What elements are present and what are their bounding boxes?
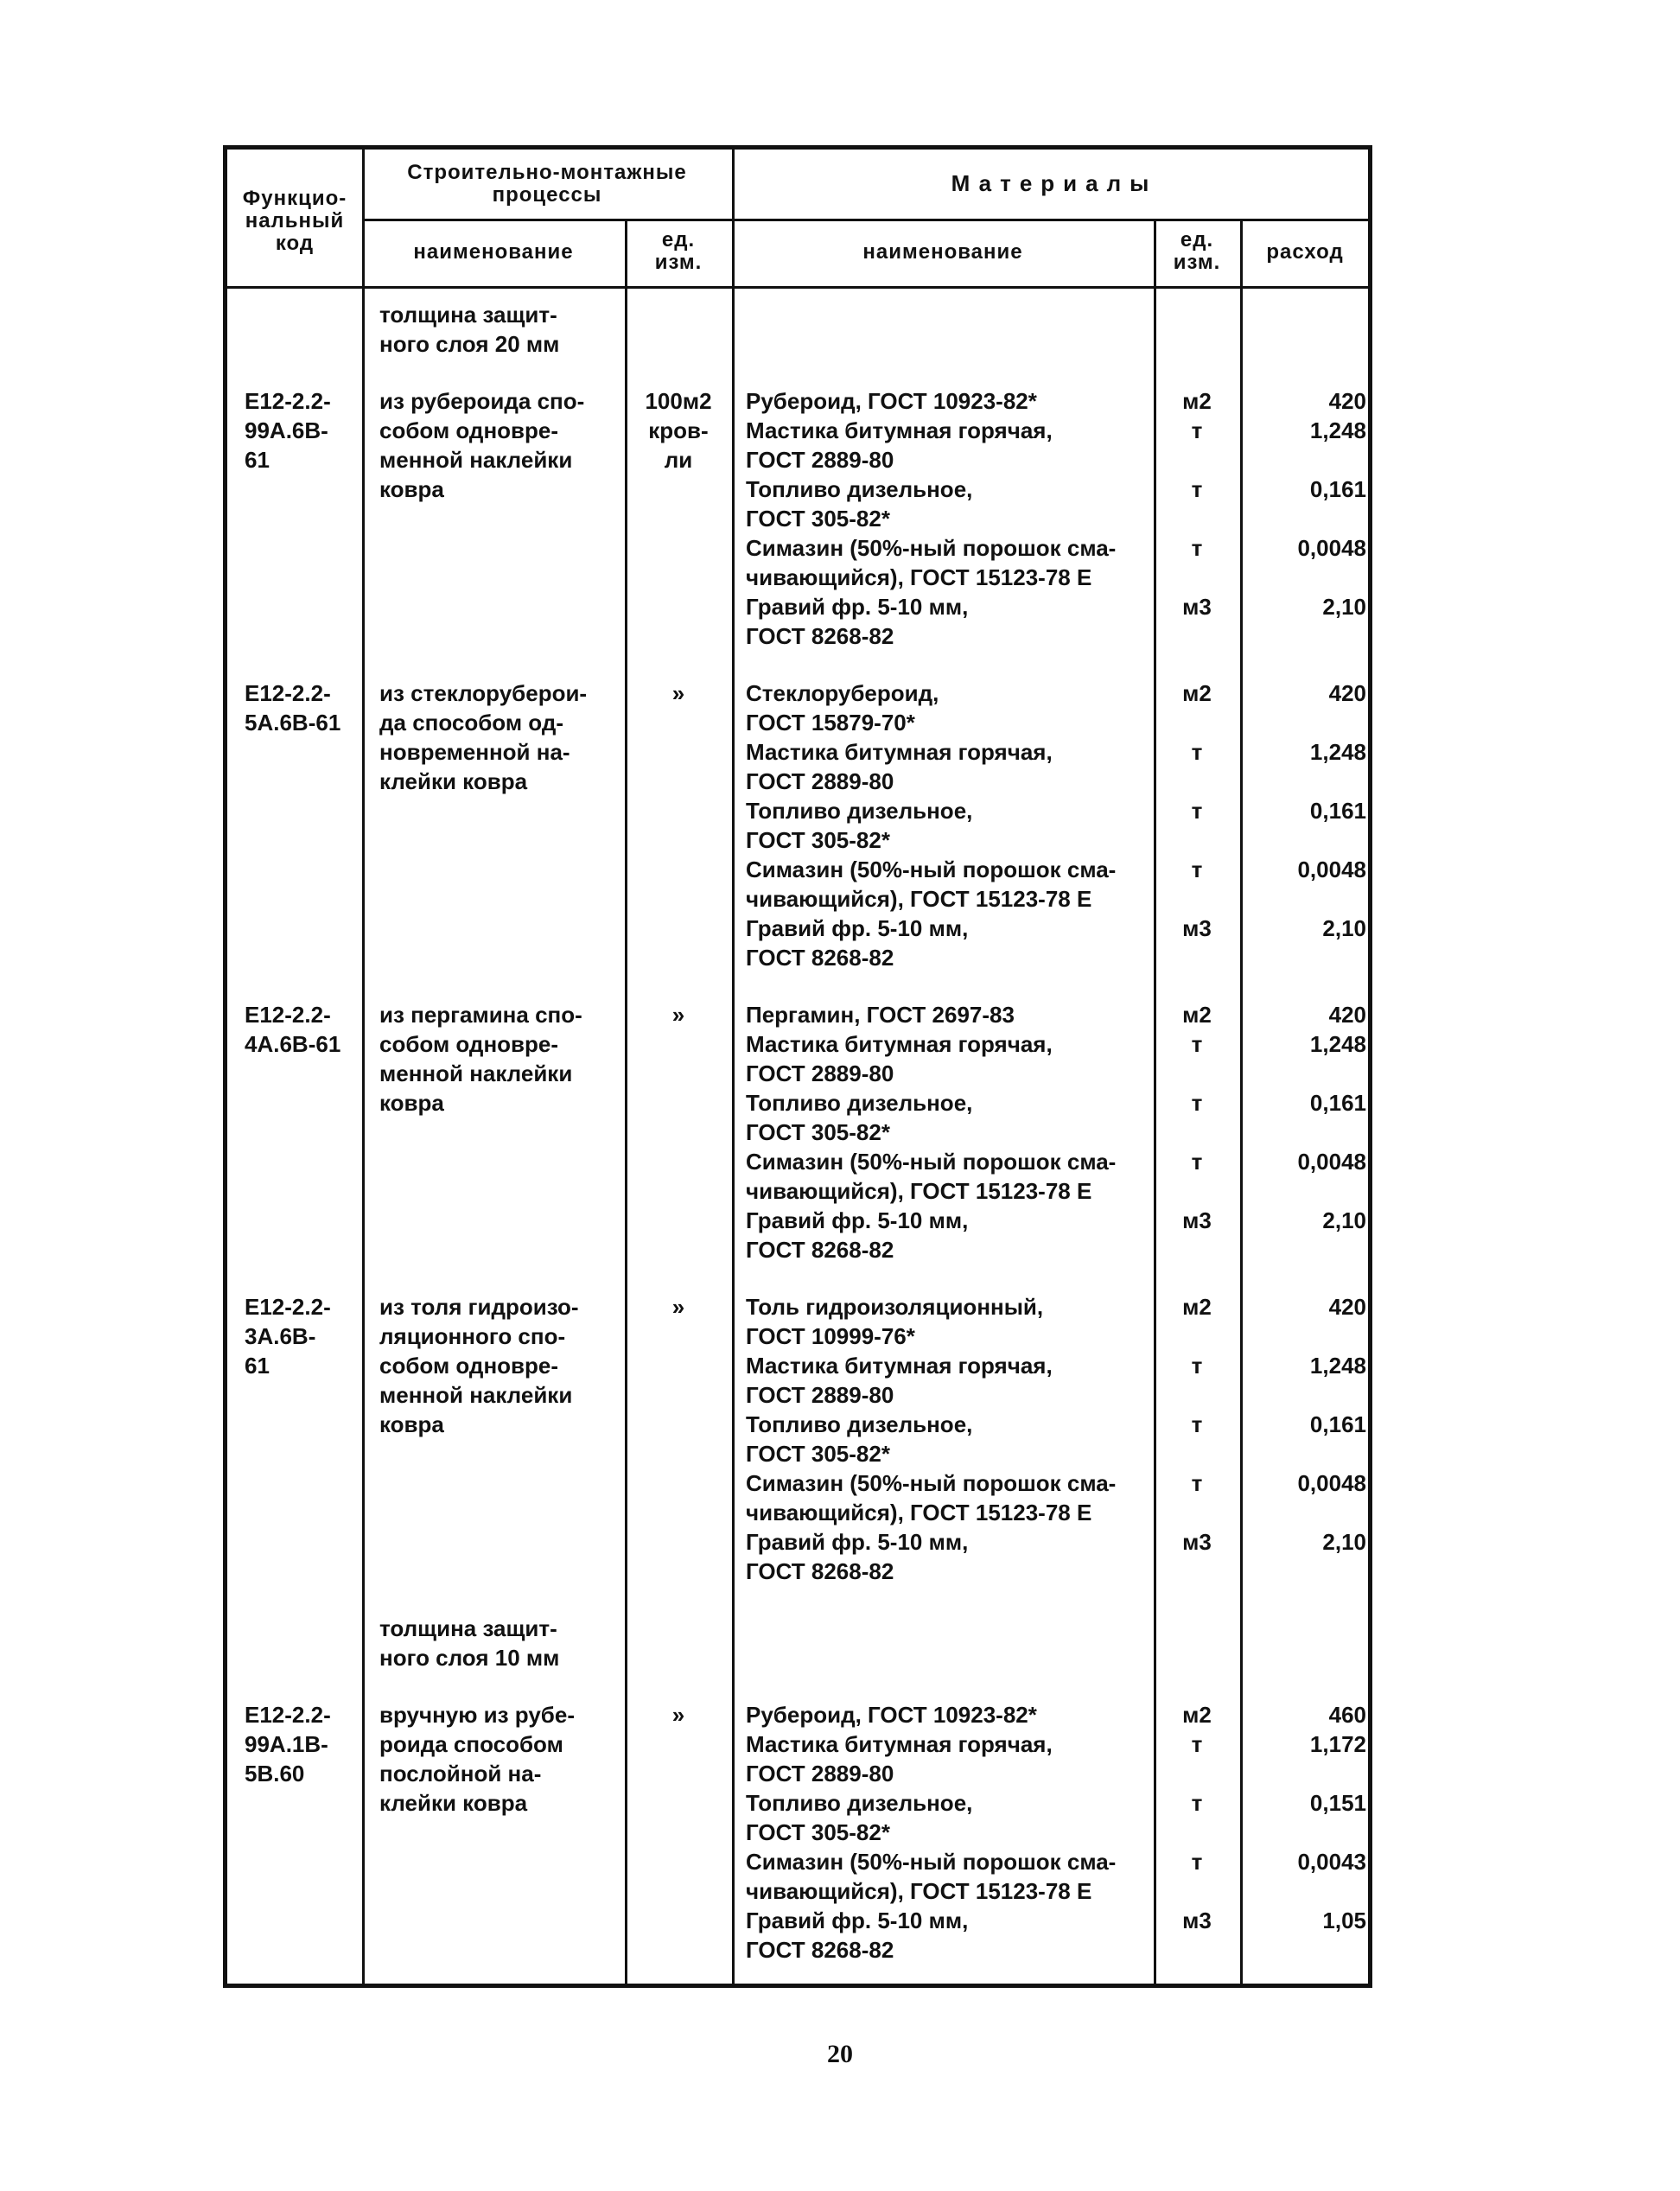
- header-consumption: расход: [1266, 240, 1344, 264]
- material-consumption: 0,151: [1309, 1790, 1366, 1816]
- material-consumption: 2,10: [1322, 915, 1366, 941]
- material-unit: м3: [1182, 1908, 1212, 1933]
- col-divider-code: [362, 150, 365, 1984]
- material-name: Симазин (50%-ный порошок сма- чивающийся), ГОСТ 15123-78 Е: [746, 1849, 1117, 1904]
- material-name: Мастика битумная горячая, ГОСТ 2889-80: [746, 1731, 1053, 1787]
- material-name: Рубероид, ГОСТ 10923-82*: [746, 1702, 1037, 1728]
- material-name: Гравий фр. 5-10 мм, ГОСТ 8268-82: [746, 915, 969, 971]
- header-processes: Строительно-монтажные процессы: [407, 161, 687, 207]
- material-name: Рубероид, ГОСТ 10923-82*: [746, 388, 1037, 414]
- row-process: из рубероида спо- собом одновре- менной наклейки ковра: [379, 388, 585, 502]
- material-consumption: 420: [1328, 1294, 1366, 1320]
- header-mat-unit: ед. изм.: [1173, 228, 1221, 274]
- row-process-unit: »: [671, 1702, 685, 1728]
- header-subdivider: [362, 219, 1368, 221]
- material-consumption: 1,248: [1309, 1031, 1366, 1057]
- header-materials: Материалы: [951, 170, 1158, 196]
- row-code: Е12-2.2- 5А.6В-61: [245, 680, 341, 736]
- header-proc-unit: ед. изм.: [654, 228, 703, 274]
- material-consumption: 0,161: [1309, 476, 1366, 502]
- row-code: Е12-2.2- 99А.1В- 5В.60: [245, 1702, 331, 1787]
- material-name: Топливо дизельное, ГОСТ 305-82*: [746, 1090, 973, 1145]
- material-consumption: 0,0043: [1297, 1849, 1366, 1875]
- row-process-unit: »: [671, 680, 685, 706]
- material-unit: м2: [1182, 388, 1212, 414]
- material-name: Стеклорубероид, ГОСТ 15879-70*: [746, 680, 939, 736]
- material-consumption: 0,0048: [1297, 857, 1366, 882]
- material-name: Мастика битумная горячая, ГОСТ 2889-80: [746, 1031, 1053, 1086]
- material-name: Гравий фр. 5-10 мм, ГОСТ 8268-82: [746, 1529, 969, 1584]
- material-unit: м2: [1182, 1002, 1212, 1028]
- material-unit: м3: [1182, 915, 1212, 941]
- row-code: Е12-2.2- 3А.6В- 61: [245, 1294, 331, 1379]
- material-consumption: 0,161: [1309, 1411, 1366, 1437]
- material-name: Симазин (50%-ный порошок сма- чивающийся), ГОСТ 15123-78 Е: [746, 535, 1117, 590]
- material-consumption: 2,10: [1322, 594, 1366, 620]
- material-consumption: 0,0048: [1297, 1149, 1366, 1175]
- material-unit: т: [1191, 798, 1203, 824]
- material-consumption: 420: [1328, 680, 1366, 706]
- material-name: Гравий фр. 5-10 мм, ГОСТ 8268-82: [746, 1207, 969, 1263]
- material-consumption: 1,248: [1309, 1353, 1366, 1379]
- section-title: толщина защит- ного слоя 10 мм: [379, 1615, 560, 1671]
- row-process-unit: 100м2 кров- ли: [645, 388, 712, 473]
- row-process: вручную из рубе- роида способом послойной на- клейки ковра: [379, 1702, 575, 1816]
- material-name: Гравий фр. 5-10 мм, ГОСТ 8268-82: [746, 1908, 969, 1963]
- material-unit: м2: [1182, 680, 1212, 706]
- material-consumption: 1,248: [1309, 739, 1366, 765]
- material-unit: т: [1191, 857, 1203, 882]
- material-consumption: 2,10: [1322, 1529, 1366, 1555]
- material-consumption: 1,172: [1309, 1731, 1366, 1757]
- material-consumption: 420: [1328, 388, 1366, 414]
- material-name: Топливо дизельное, ГОСТ 305-82*: [746, 476, 973, 532]
- material-consumption: 0,161: [1309, 1090, 1366, 1116]
- col-divider-proc-unit: [625, 219, 627, 1984]
- material-name: Симазин (50%-ный порошок сма- чивающийся), ГОСТ 15123-78 Е: [746, 1470, 1117, 1525]
- material-unit: м2: [1182, 1294, 1212, 1320]
- material-unit: т: [1191, 1353, 1203, 1379]
- header-proc-name: наименование: [413, 240, 574, 264]
- header-func-code: Функцио- нальный код: [242, 187, 347, 255]
- col-divider-materials: [732, 150, 735, 1984]
- material-consumption: 0,0048: [1297, 1470, 1366, 1496]
- material-name: Топливо дизельное, ГОСТ 305-82*: [746, 798, 973, 853]
- material-name: Мастика битумная горячая, ГОСТ 2889-80: [746, 739, 1053, 794]
- material-name: Гравий фр. 5-10 мм, ГОСТ 8268-82: [746, 594, 969, 649]
- material-name: Симазин (50%-ный порошок сма- чивающийся), ГОСТ 15123-78 Е: [746, 1149, 1117, 1204]
- row-process: из пергамина спо- собом одновре- менной наклейки ковра: [379, 1002, 582, 1116]
- row-process: из толя гидроизо- ляционного спо- собом одновре- менной наклейки ковра: [379, 1294, 579, 1437]
- material-unit: т: [1191, 1849, 1203, 1875]
- material-name: Топливо дизельное, ГОСТ 305-82*: [746, 1790, 973, 1845]
- material-consumption: 0,0048: [1297, 535, 1366, 561]
- page-number: 20: [827, 2040, 853, 2068]
- material-unit: т: [1191, 535, 1203, 561]
- material-name: Мастика битумная горячая, ГОСТ 2889-80: [746, 1353, 1053, 1408]
- material-unit: т: [1191, 1470, 1203, 1496]
- material-unit: м3: [1182, 1207, 1212, 1233]
- material-unit: т: [1191, 1731, 1203, 1757]
- material-unit: т: [1191, 1411, 1203, 1437]
- material-unit: т: [1191, 1031, 1203, 1057]
- material-name: Толь гидроизоляционный, ГОСТ 10999-76*: [746, 1294, 1044, 1349]
- material-unit: т: [1191, 1090, 1203, 1116]
- material-name: Симазин (50%-ный порошок сма- чивающийся), ГОСТ 15123-78 Е: [746, 857, 1117, 912]
- material-unit: т: [1191, 1790, 1203, 1816]
- material-unit: м2: [1182, 1702, 1212, 1728]
- header-mat-name: наименование: [862, 240, 1023, 264]
- row-process-unit: »: [671, 1002, 685, 1028]
- row-code: Е12-2.2- 4А.6В-61: [245, 1002, 341, 1057]
- material-unit: т: [1191, 1149, 1203, 1175]
- material-name: Мастика битумная горячая, ГОСТ 2889-80: [746, 417, 1053, 473]
- material-consumption: 420: [1328, 1002, 1366, 1028]
- material-consumption: 1,05: [1322, 1908, 1366, 1933]
- materials-table: [223, 145, 1372, 1988]
- section-title: толщина защит- ного слоя 20 мм: [379, 302, 560, 357]
- row-process-unit: »: [671, 1294, 685, 1320]
- row-code: Е12-2.2- 99А.6В- 61: [245, 388, 331, 473]
- material-consumption: 0,161: [1309, 798, 1366, 824]
- header-bottom-line: [227, 286, 1368, 289]
- material-consumption: 460: [1328, 1702, 1366, 1728]
- material-unit: т: [1191, 739, 1203, 765]
- row-process: из стеклоруберои- да способом од- новременной на- клейки ковра: [379, 680, 588, 794]
- material-name: Пергамин, ГОСТ 2697-83: [746, 1002, 1015, 1028]
- material-unit: т: [1191, 417, 1203, 443]
- material-unit: м3: [1182, 1529, 1212, 1555]
- material-name: Топливо дизельное, ГОСТ 305-82*: [746, 1411, 973, 1467]
- material-unit: м3: [1182, 594, 1212, 620]
- material-unit: т: [1191, 476, 1203, 502]
- material-consumption: 1,248: [1309, 417, 1366, 443]
- material-consumption: 2,10: [1322, 1207, 1366, 1233]
